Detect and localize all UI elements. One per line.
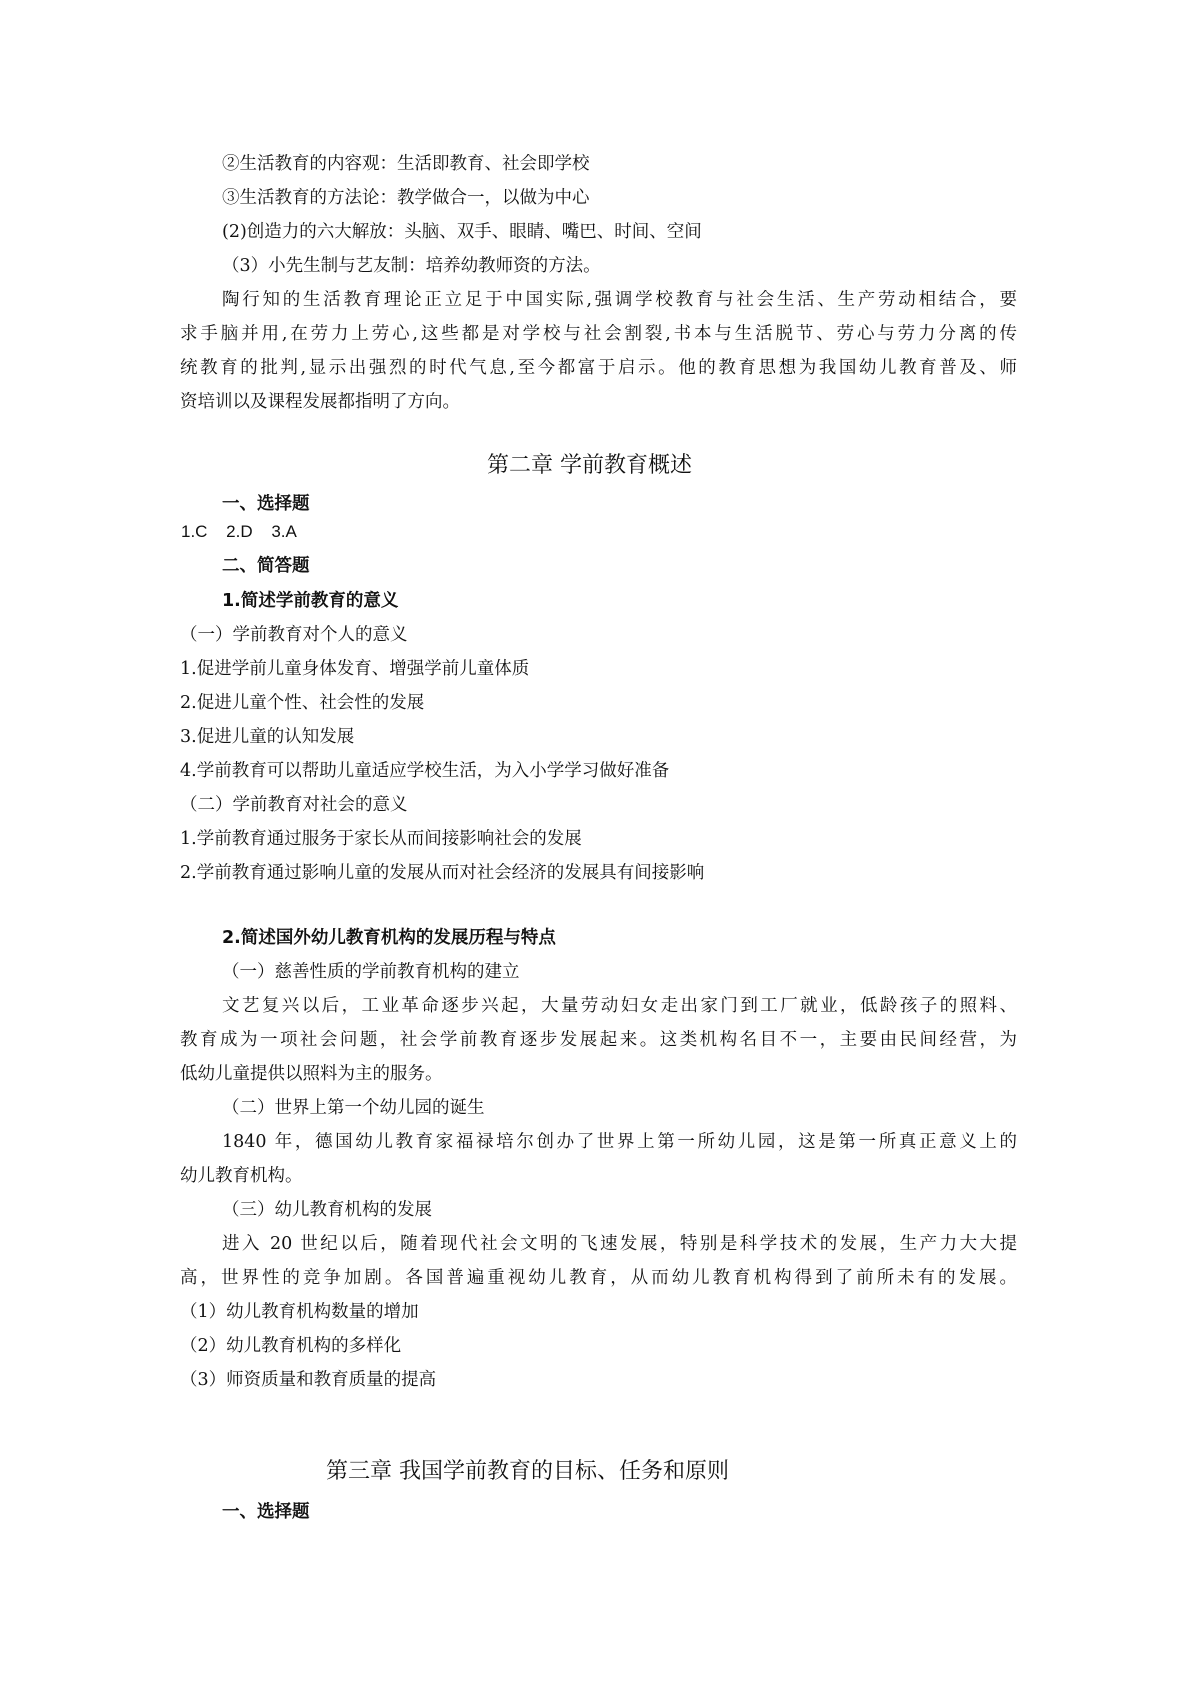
question-title: 1.简述学前教育的意义: [222, 591, 399, 611]
subheading: （一）学前教育对个人的意义: [180, 625, 408, 645]
list-item: 1.促进学前儿童身体发育、增强学前儿童体质: [180, 659, 530, 679]
subheading: （一）慈善性质的学前教育机构的建立: [222, 962, 520, 982]
paragraph-line: 高，世界性的竞争加剧。各国普遍重视幼儿教育，从而幼儿教育机构得到了前所未有的发展。: [180, 1268, 1017, 1288]
list-item: （1）幼儿教育机构数量的增加: [180, 1302, 419, 1322]
list-item: （2）幼儿教育机构的多样化: [180, 1336, 402, 1356]
paragraph-line: 资培训以及课程发展都指明了方向。: [180, 392, 460, 412]
section-heading: 一、选择题: [222, 1502, 310, 1522]
list-item: 1.学前教育通过服务于家长从而间接影响社会的发展: [180, 829, 582, 849]
text-line: ②生活教育的内容观：生活即教育、社会即学校: [222, 154, 590, 174]
list-item: 2.学前教育通过影响儿童的发展从而对社会经济的发展具有间接影响: [180, 863, 705, 883]
chapter-title: 第三章 我国学前教育的目标、任务和原则: [326, 1459, 729, 1484]
subheading: （二）学前教育对社会的意义: [180, 795, 408, 815]
paragraph-line: 统教育的批判,显示出强烈的时代气息,至今都富于启示。他的教育思想为我国幼儿教育普及、师: [180, 358, 1017, 378]
paragraph-line: 1840 年，德国幼儿教育家福禄培尔创办了世界上第一所幼儿园，这是第一所真正意义上的: [222, 1132, 1017, 1152]
paragraph-line: 低幼儿童提供以照料为主的服务。: [180, 1064, 443, 1084]
text-line: (2)创造力的六大解放：头脑、双手、眼睛、嘴巴、时间、空间: [222, 222, 702, 242]
text-line: ③生活教育的方法论：教学做合一，以做为中心: [222, 188, 590, 208]
paragraph-line: 陶行知的生活教育理论正立足于中国实际,强调学校教育与社会生活、生产劳动相结合，要: [222, 290, 1017, 310]
list-item: 2.促进儿童个性、社会性的发展: [180, 693, 425, 713]
text-line: （3）小先生制与艺友制：培养幼教师资的方法。: [222, 256, 601, 276]
list-item: 3.促进儿童的认知发展: [180, 727, 355, 747]
section-heading: 二、简答题: [222, 556, 310, 576]
list-item: （3）师资质量和教育质量的提高: [180, 1370, 437, 1390]
paragraph-line: 文艺复兴以后，工业革命逐步兴起，大量劳动妇女走出家门到工厂就业，低龄孩子的照料、: [222, 996, 1017, 1016]
section-heading: 一、选择题: [222, 494, 310, 514]
question-title: 2.简述国外幼儿教育机构的发展历程与特点: [222, 928, 556, 948]
paragraph-line: 进入 20 世纪以后，随着现代社会文明的飞速发展，特别是科学技术的发展，生产力大大提: [222, 1234, 1017, 1254]
paragraph-line: 教育成为一项社会问题，社会学前教育逐步发展起来。这类机构名目不一，主要由民间经营，为: [180, 1030, 1017, 1050]
paragraph-line: 求手脑并用,在劳力上劳心,这些都是对学校与社会割裂,书本与生活脱节、劳心与劳力分离的传: [180, 324, 1017, 344]
answer-key: 1.C 2.D 3.A: [181, 522, 297, 541]
subheading: （二）世界上第一个幼儿园的诞生: [222, 1098, 485, 1118]
chapter-title: 第二章 学前教育概述: [487, 453, 692, 478]
paragraph-line: 幼儿教育机构。: [180, 1166, 303, 1186]
list-item: 4.学前教育可以帮助儿童适应学校生活，为入小学学习做好准备: [180, 761, 670, 781]
subheading: （三）幼儿教育机构的发展: [222, 1200, 432, 1220]
